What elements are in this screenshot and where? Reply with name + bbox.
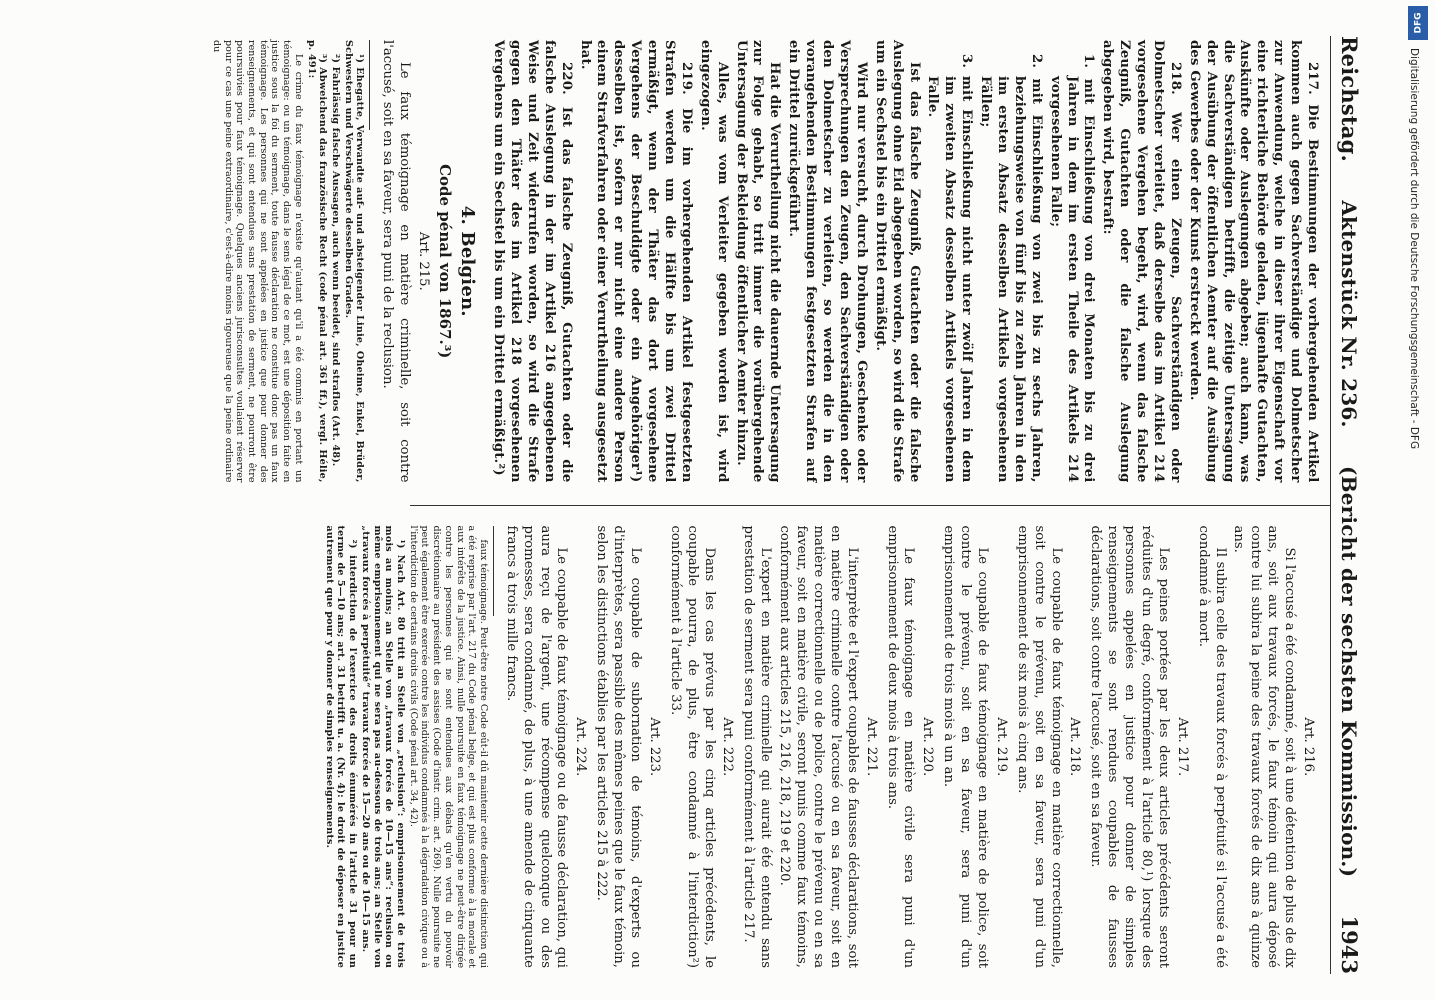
footnote-r1: ¹) Nach Art. 80 tritt an Stelle von „reclusion“: emprisonnement de trois mois au moins; an Stelle von „travaux forcés de 10—15 ans“: reclusion ou même emprisonnement qui ne sera pas au-dessous de trois ans; an Stelle von „travaux forcés à perpétuité“ travaux forcés de 15—20 ans ou de 10—15 ans. bbox=[359, 525, 406, 968]
article-219-label: Art. 219. bbox=[993, 717, 1009, 777]
header-right-title: (Bericht der sechsten Kommission.) bbox=[1337, 465, 1361, 878]
article-224-label: Art. 224. bbox=[573, 717, 589, 777]
article-219-text: Le coupable de faux témoignage en matière de police, soit contre le prévenu, soit en sa faveur, sera puni d'un emprisonnement de trois mois à un an. bbox=[941, 525, 990, 968]
section-subtitle: Code pénal von 1867.³) bbox=[436, 164, 455, 359]
footnote-divider bbox=[369, 40, 370, 130]
article-223-label: Art. 223. bbox=[646, 717, 662, 777]
header-center: Aktenstück Nr. 236. bbox=[1337, 200, 1361, 428]
article-223-text: Le coupable de subornation de témoins, d'experts ou d'interprètes, sera passible des mêmes peines que le faux témoin, selon les distinctions établies par les articles 215 à 222. bbox=[594, 525, 644, 968]
page-number: 1943 bbox=[1337, 915, 1362, 974]
article-217-text: Les peines portées par les deux articles précédents seront réduites d'un degré, conformément à l'article 80,¹) lorsque des personnes appelées en justice pour donner de simples renseignements se sont rendues coupables de fausses déclarations, soit contre l'accusé, soit en sa faveur. bbox=[1088, 525, 1171, 968]
article-221-label: Art. 221. bbox=[863, 717, 879, 777]
list-item-3: 3. mit Einschließung nicht unter zwölf Jahren in dem im zweiten Absatz desselben Artikels vorgesehenen Falle. bbox=[925, 54, 975, 483]
paragraph-217: 217. Die Bestimmungen der vorhergehenden Artikel kommen auch gegen Sachverständige und Dolmetscher zur Anwendung, welche in dieser ihrer Eigenschaft vor eine richterliche Behörde geladen, lügenhafte Gutachten, Auskünfte oder Auslegungen abgeben; auch kann, was die Sachverständigen betrifft, die zeitige Untersagung der Ausübung der öffentlichen Aemter auf die Ausübung des Gewerbes oder der Kunst erstreckt werden. bbox=[1186, 40, 1320, 483]
dfg-logo: DFG bbox=[1408, 6, 1428, 40]
article-218-text: Le coupable de faux témoignage en matière correctionnelle, soit contre le prévenu, soit en sa faveur, sera puni d'un emprisonnement de six mois à cinq ans. bbox=[1014, 525, 1064, 968]
digitization-credit: Digitalisierung gefördert durch die Deutsche Forschungsgemeinschaft - DFG bbox=[1408, 48, 1420, 450]
paragraph-218: 218. Wer einen Zeugen, Sachverständigen oder Dolmetscher verleitet, daß derselbe das im Artikel 214 vorgesehene Vergehen begeht, wird, wenn das falsche Zeugniß, Gutachten oder die falsche Auslegung abgegeben wird, bestraft: bbox=[1100, 40, 1183, 483]
article-220-label: Art. 220. bbox=[920, 717, 936, 777]
article-218-label: Art. 218. bbox=[1067, 717, 1083, 777]
article-221-text-2: L'expert en matière criminelle qui aurait été entendu sans prestation de serment sera puni conformément à l'article 217. bbox=[741, 525, 774, 968]
article-216-label: Art. 216. bbox=[1301, 717, 1316, 777]
article-222-label: Art. 222. bbox=[720, 717, 736, 777]
article-216-text-2: Il subira celle des travaux forcés à perpétuité si l'accusé a été condamné à mort. bbox=[1195, 525, 1228, 968]
footnote-3-quote: Le crime du faux témoignage n'existe qu'autant qu'il a été commis en portant un témoignage: ou un témoignage, dans le sens légal de ce mot, est une déposition faite en justice sous la foi du serment, toute fausse déclaration ne constitue donc pas un faux témoignage. Les personnes qui ne sont appelées en justice que pour donner des renseignements, et qui sont entendues sans prestation de serment, ne pourront être poursuivies pour faux témoignage. Quelques anciens jurisconsultes voulaient réserver pour ce cas une peine extraordinaire, c'est-à-dire moins rigoureuse que la peine ordinaire du bbox=[210, 40, 304, 483]
paragraph-219: 219. Die im vorhergehenden Artikel festgesetzten Strafen werden um die Hälfte bis um zwei Drittel ermäßigt, wenn der Thäter das dort vorgesehene Vergehens der Beschuldigte oder ein Angehöriger¹) desselben ist, sofern er nur nicht eine andere Person einem Strafverfahren oder einer Verurtheilung ausgesetzt hat. bbox=[577, 40, 694, 483]
footnote-r2: ²) interdiction de l'exercice des droits énumérés in l'article 31 pour un terme de 5—10 ans; art. 31 betrifft u. a. (Nr. 4): le droit de déposer en justice autrement que pour y donner de simples renseignements. bbox=[323, 525, 359, 968]
paragraph-conviction: Hat die Verurtheilung nicht die dauernde Untersagung zur Folge gehabt, so tritt immer die vorübergehende Untersagung der Bekleidung öffentlicher Aemter hinzu. bbox=[733, 40, 783, 483]
footnote-3: ³) Abweichend das französische Recht (code pénal art. 361 ff.), vergl. Hélie, p. 491: bbox=[305, 40, 329, 483]
list-item-1: 1. mit Einschließung von drei Monaten bis zu drei Jahren in dem im ersten Theile des Artikels 214 vorgesehenen Falle; bbox=[1047, 54, 1097, 483]
right-column bbox=[323, 505, 1330, 975]
article-222-text: Dans les cas prévus par les cinq articles précédents, le coupable pourra, de plus, être condamné à l'interdiction²) conformément à l'article 33. bbox=[667, 525, 717, 968]
article-224-text: Le coupable de faux témoignage ou de fausse déclaration, qui aura reçu de l'argent, une récompense quelconque ou des promesses, sera condamné, de plus, à une amende de cinquante francs à trois mille francs. bbox=[503, 525, 570, 968]
paragraph-220: 220. Ist das falsche Zeugniß, Gutachten oder die falsche Auslegung in der im Artikel 216 angegebenen Weise und Zeit widerrufen worden, so wird die Strafe gegen den Thäter des im Artikel 218 vorgesehenen Vergehens um ein Sechstel bis um ein Drittel ermäßigt.²) bbox=[491, 40, 574, 483]
paragraph-confiscation: Alles, was vom Verleiter gegeben worden ist, wird eingezogen. bbox=[697, 40, 730, 483]
left-column bbox=[210, 36, 1330, 505]
paragraph-threats: Wird nur versucht, durch Drohungen, Geschenke oder Versprechungen den Zeugen, den Sachverständigen oder den Dolmetscher zu verleiten, so werden die in den vorangehenden Bestimmungen festgesetzten Strafen auf ein Drittel zurückgeführt. bbox=[786, 40, 869, 483]
footnote-1: ¹) Ehegatte, Verwandte auf- und absteigender Linie, Oheime, Enkel, Brüder, Schwestern und Verschwägerte desselben Grades. bbox=[342, 40, 366, 483]
digitization-sidebar bbox=[1406, 0, 1432, 1000]
article-217-label: Art. 217. bbox=[1174, 717, 1190, 777]
article-215-label: Art. 215. bbox=[416, 231, 432, 291]
list-item-2: 2. mit Einschließung von zwei bis zu sechs Jahren, beziehungsweise von fünf bis zu zehn Jahren in den im ersten Absatz desselben Artikels vorgesehenen Fällen; bbox=[978, 54, 1044, 483]
footnote-continuation: faux témoignage. Peut-être notre Code eût-il dû maintenir cette dernière distinction qui a été reprise par l'art. 217 du Code pénal belge, et qui est plus conforme à la morale et aux intérêts de la justice. Ainsi, nulle poursuite en faux témoignage ne peut-être dirigée contre les personnes qui ne sont entendues aux débats qu'en vertu du pouvoir discrétionnaire au président des assises (Code d'instr. crim. art. 269). Nulle poursuite ne peut également être exercée contre les individus condamnés à la dégradation civique ou à l'interdiction de certains droits civils (Code pénal art. 34, 42). bbox=[407, 525, 489, 968]
footnote-2: ²) Fahrlässig falsche Aussagen, auch wenn beeidet, sind straflos (Art. 48). bbox=[329, 54, 341, 467]
article-216-text: Si l'accusé a été condamné, soit à une détention de plus de dix ans, soit aux travaux forcés, le faux témoin qui aura déposé contre lui subira la peine des travaux forcés de dix ans à quinze ans. bbox=[1231, 525, 1298, 968]
section-title: 4. Belgien. bbox=[457, 205, 479, 317]
article-215-text: Le faux témoignage en matière criminelle, soit contre l'accusé, soit en sa faveur, sera puni de la reclusion. bbox=[380, 40, 413, 483]
header-left: Reichstag. bbox=[1337, 36, 1362, 162]
article-221-text: L'interprète et l'expert coupables de fausses déclarations, soit en matière criminelle contre l'accusé ou en sa faveur, soit en matière correctionnelle ou de police, contre le prévenu ou en sa faveur, soit en matière civile, seront punis comme faux témoins, conformément aux articles 215, 216, 218, 219 et 220. bbox=[777, 525, 860, 968]
article-220-text: Le faux témoignage en matière civile sera puni d'un emprisonnement de deux mois à trois ans. bbox=[884, 525, 917, 968]
running-header bbox=[1330, 36, 1362, 974]
paragraph-false-testimony: Ist das falsche Zeugniß, Gutachten oder die falsche Auslegung ohne Eid abgegeben worden, so wird die Strafe um ein Sechstel bis ein Drittel ermäßigt. bbox=[872, 40, 922, 483]
footnote-divider-right bbox=[493, 526, 494, 616]
two-column-body bbox=[210, 36, 1330, 974]
